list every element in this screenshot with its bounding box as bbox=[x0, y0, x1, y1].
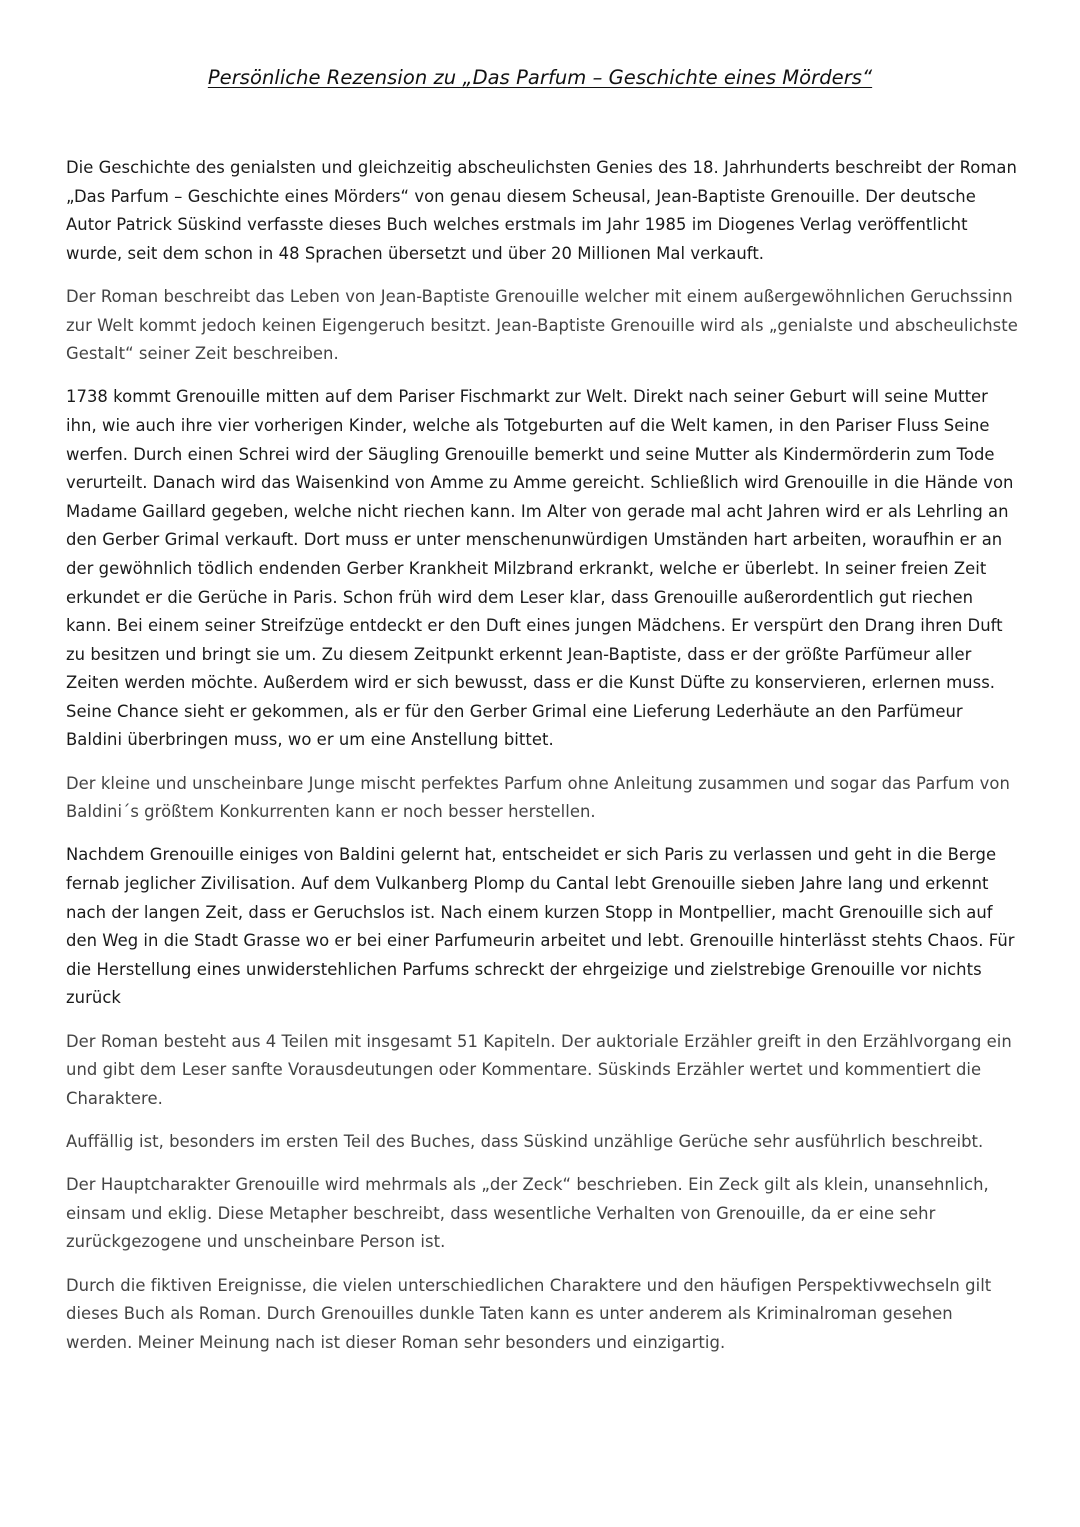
paragraph-intro: Die Geschichte des genialsten und gleichzeitig abscheulichsten Genies des 18. Jahrhunderts beschreibt der Roman „Das Parfum – Geschichte eines Mörders“ von genau diesem Scheusal, Jean-Baptiste Grenouille. Der deutsche Autor Patrick Süskind verfasste dieses Buch welches erstmals im Jahr 1985 im Diogenes Verlag veröffentlicht wurde, seit dem schon in 48 Sprachen übersetzt und über 20 Millionen Mal verkauft. bbox=[66, 158, 1017, 263]
paragraph-conclusion: Durch die fiktiven Ereignisse, die vielen unterschiedlichen Charaktere und den häufigen Perspektivwechseln gilt dieses Buch als Roman. Durch Grenouilles dunkle Taten kann es unter anderem als Kriminalroman gesehen werden. Meiner Meinung nach ist dieser Roman sehr besonders und einzigartig. bbox=[66, 1275, 992, 1352]
paragraph-talent: Der kleine und unscheinbare Junge mischt perfektes Parfum ohne Anleitung zusammen und sogar das Parfum von Baldini´s größtem Konkurrenten kann er noch besser herstellen. bbox=[66, 773, 1010, 822]
paragraph-summary: Der Roman beschreibt das Leben von Jean-Baptiste Grenouille welcher mit einem außergewöhnlichen Geruchssinn zur Welt kommt jedoch keinen Eigengeruch besitzt. Jean-Baptiste Grenouille wird als „genialste und abscheulichste Gestalt“ seiner Zeit beschreiben. bbox=[66, 286, 1018, 364]
document-title: Persönliche Rezension zu „Das Parfum – Geschichte eines Mörders“ bbox=[207, 66, 873, 89]
document-body bbox=[66, 154, 1022, 1372]
paragraph-metaphor: Der Hauptcharakter Grenouille wird mehrmals als „der Zeck“ beschrieben. Ein Zeck gilt als klein, unansehnlich, einsam und eklig. Diese Metapher beschreibt, dass wesentliche Verhalten von Grenouille, da er eine sehr zurückgezogene und unscheinbare Person ist. bbox=[66, 1175, 989, 1252]
paragraph-journey: Nachdem Grenouille einiges von Baldini gelernt hat, entscheidet er sich Paris zu verlassen und geht in die Berge fernab jeglicher Zivilisation. Auf dem Vulkanberg Plomp du Cantal lebt Grenouille sieben Jahre lang und erkennt nach der langen Zeit, dass er Geruchslos ist. Nach einem kurzen Stopp in Montpellier, macht Grenouille sich auf den Weg in die Stadt Grasse wo er bei einer Parfumeurin arbeitet und lebt. Grenouille hinterlässt stehts Chaos. Für die Herstellung eines unwiderstehlichen Parfums schreckt der ehrgeizige und zielstrebige Grenouille vor nichts zurück bbox=[66, 845, 1015, 1008]
paragraph-structure: Der Roman besteht aus 4 Teilen mit insgesamt 51 Kapiteln. Der auktoriale Erzähler greift in den Erzählvorgang ein und gibt dem Leser sanfte Vorausdeutungen oder Kommentare. Süskinds Erzähler wertet und kommentiert die Charaktere. bbox=[66, 1031, 1012, 1108]
paragraph-smells: Auffällig ist, besonders im ersten Teil des Buches, dass Süskind unzählige Gerüche sehr ausführlich beschreibt. bbox=[66, 1131, 984, 1151]
paragraph-plot: 1738 kommt Grenouille mitten auf dem Pariser Fischmarkt zur Welt. Direkt nach seiner Geburt will seine Mutter ihn, wie auch ihre vier vorherigen Kinder, welche als Totgeburten auf die Welt kamen, in den Pariser Fluss Seine werfen. Durch einen Schrei wird der Säugling Grenouille bemerkt und seine Mutter als Kindermörderin zum Tode verurteilt. Danach wird das Waisenkind von Amme zu Amme gereicht. Schließlich wird Grenouille in die Hände von Madame Gaillard gegeben, welche nicht riechen kann. Im Alter von gerade mal acht Jahren wird er als Lehrling an den Gerber Grimal verkauft. Dort muss er unter menschenunwürdigen Umständen hart arbeiten, woraufhin er an der gewöhnlich tödlich endenden Gerber Krankheit Milzbrand erkrankt, welche er überlebt. In seiner freien Zeit erkundet er die Gerüche in Paris. Schon früh wird dem Leser klar, dass Grenouille außerordentlich gut riechen kann. Bei einem seiner Streifzüge entdeckt er den Duft eines jungen Mädchens. Er verspürt den Drang ihren Duft zu besitzen und bringt sie um. Zu diesem Zeitpunkt erkennt Jean-Baptiste, dass er der größte Parfümeur aller Zeiten werden möchte. Außerdem wird er sich bewusst, dass er die Kunst Düfte zu konservieren, erlernen muss. Seine Chance sieht er gekommen, als er für den Gerber Grimal eine Lieferung Lederhäute an den Parfümeur Baldini überbringen muss, wo er um eine Anstellung bittet. bbox=[66, 387, 1014, 750]
